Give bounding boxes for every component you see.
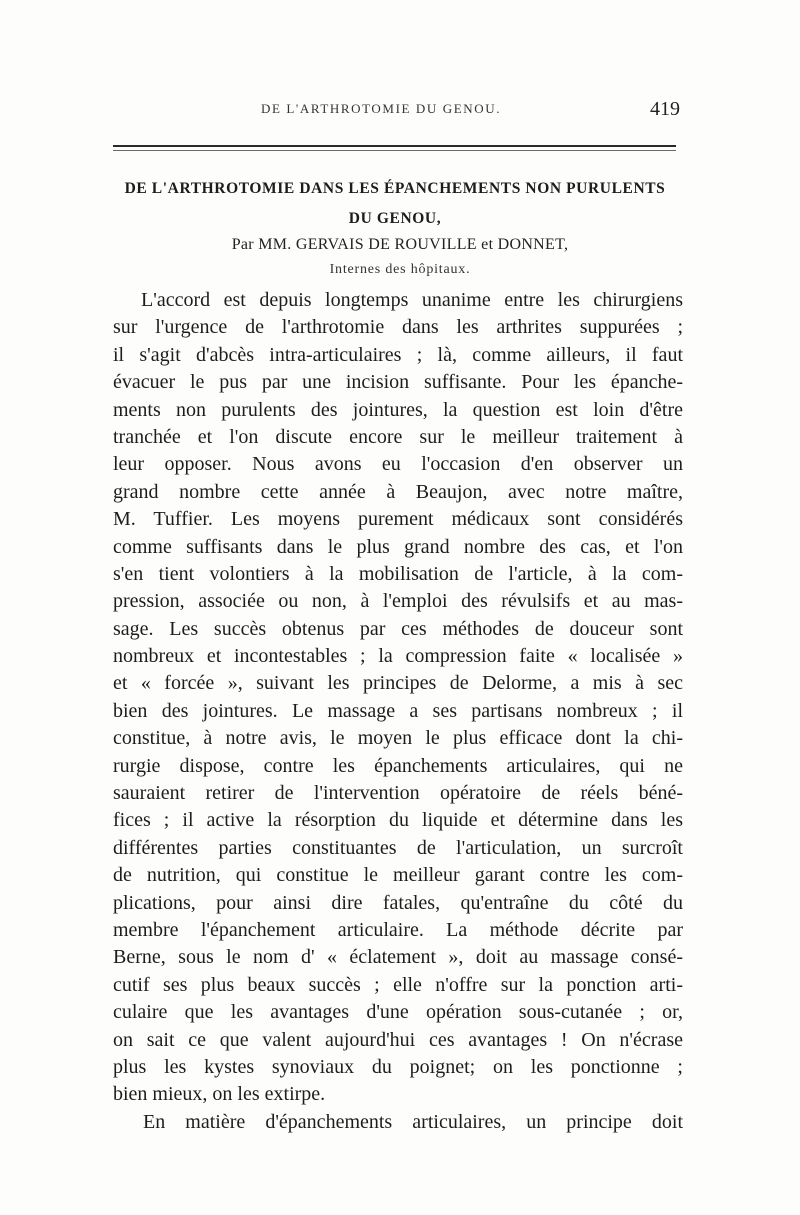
body-line: différentes parties constituantes de l'articulation, un surcroît — [113, 836, 683, 859]
body-line: de nutrition, qui constitue le meilleur garant contre les com- — [113, 864, 683, 887]
body-line: membre l'épanchement articulaire. La méthode décrite par — [113, 918, 683, 941]
body-line: on sait ce que valent aujourd'hui ces avantages ! On n'écrase — [113, 1028, 683, 1051]
body-line: culaire que les avantages d'une opération sous-cutanée ; or, — [113, 1001, 683, 1024]
body-text — [113, 287, 683, 1136]
body-line: bien des jointures. Le massage a ses partisans nombreux ; il — [113, 699, 683, 722]
body-line: sauraient retirer de l'intervention opératoire de réels béné- — [113, 782, 683, 805]
body-line: grand nombre cette année à Beaujon, avec notre maître, — [113, 480, 683, 503]
body-line: comme suffisants dans le plus grand nombre des cas, et l'on — [113, 535, 683, 558]
running-header — [113, 98, 680, 122]
body-line: leur opposer. Nous avons eu l'occasion d'en observer un — [113, 453, 683, 476]
body-line: plications, pour ainsi dire fatales, qu'entraîne du côté du — [113, 891, 683, 914]
body-line: M. Tuffier. Les moyens purement médicaux sont considérés — [113, 508, 683, 531]
body-line: nombreux et incontestables ; la compression faite « localisée » — [113, 645, 683, 668]
body-line: pression, associée ou non, à l'emploi des révulsifs et au mas- — [113, 590, 683, 613]
body-line: sage. Les succès obtenus par ces méthodes de douceur sont — [113, 617, 683, 640]
article-title — [105, 174, 685, 234]
page-number: 419 — [650, 98, 680, 120]
body-line: évacuer le pus par une incision suffisante. Pour les épanche- — [113, 371, 683, 394]
body-line: L'accord est depuis longtemps unanime entre les chirurgiens — [141, 289, 683, 311]
body-line: et « forcée », suivant les principes de Delorme, a mis à sec — [113, 672, 683, 695]
body-line: ments non purulents des jointures, la question est loin d'être — [113, 398, 683, 421]
body-line: constitue, à notre avis, le moyen le plus efficace dont la chi- — [113, 727, 683, 750]
body-line: En matière d'épanchements articulaires, un principe doit — [143, 1110, 683, 1133]
body-line: cutif ses plus beaux succès ; elle n'offre sur la ponction arti- — [113, 973, 683, 996]
running-title: DE L'ARTHROTOMIE DU GENOU. — [261, 101, 502, 116]
body-line: s'en tient volontiers à la mobilisation de l'article, à la com- — [113, 562, 683, 585]
body-line: Berne, sous le nom d' « éclatement », doit au massage consé- — [113, 946, 683, 969]
body-line: sur l'urgence de l'arthrotomie dans les arthrites suppurées ; — [113, 316, 683, 339]
body-line: tranchée et l'on discute encore sur le meilleur traitement à — [113, 425, 683, 448]
body-line: il s'agit d'abcès intra-articulaires ; là, comme ailleurs, il faut — [113, 343, 683, 366]
body-line: plus les kystes synoviaux du poignet; on les ponctionne ; — [113, 1055, 683, 1078]
title-line-2: DU GENOU, — [348, 210, 442, 227]
header-rule-thin — [113, 150, 676, 151]
body-line: fices ; il active la résorption du liquide et détermine dans les — [113, 809, 683, 832]
affiliation-line: Internes des hôpitaux. — [329, 262, 471, 277]
body-line: rurgie dispose, contre les épanchements articulaires, qui ne — [113, 754, 683, 777]
body-line: bien mieux, on les extirpe. — [113, 1083, 326, 1106]
authors-line: Par MM. GERVAIS DE ROUVILLE et DONNET, — [231, 236, 569, 253]
header-rule-thick — [113, 145, 676, 147]
title-line-1: DE L'ARTHROTOMIE DANS LES ÉPANCHEMENTS NON PURULENTS — [124, 180, 666, 197]
